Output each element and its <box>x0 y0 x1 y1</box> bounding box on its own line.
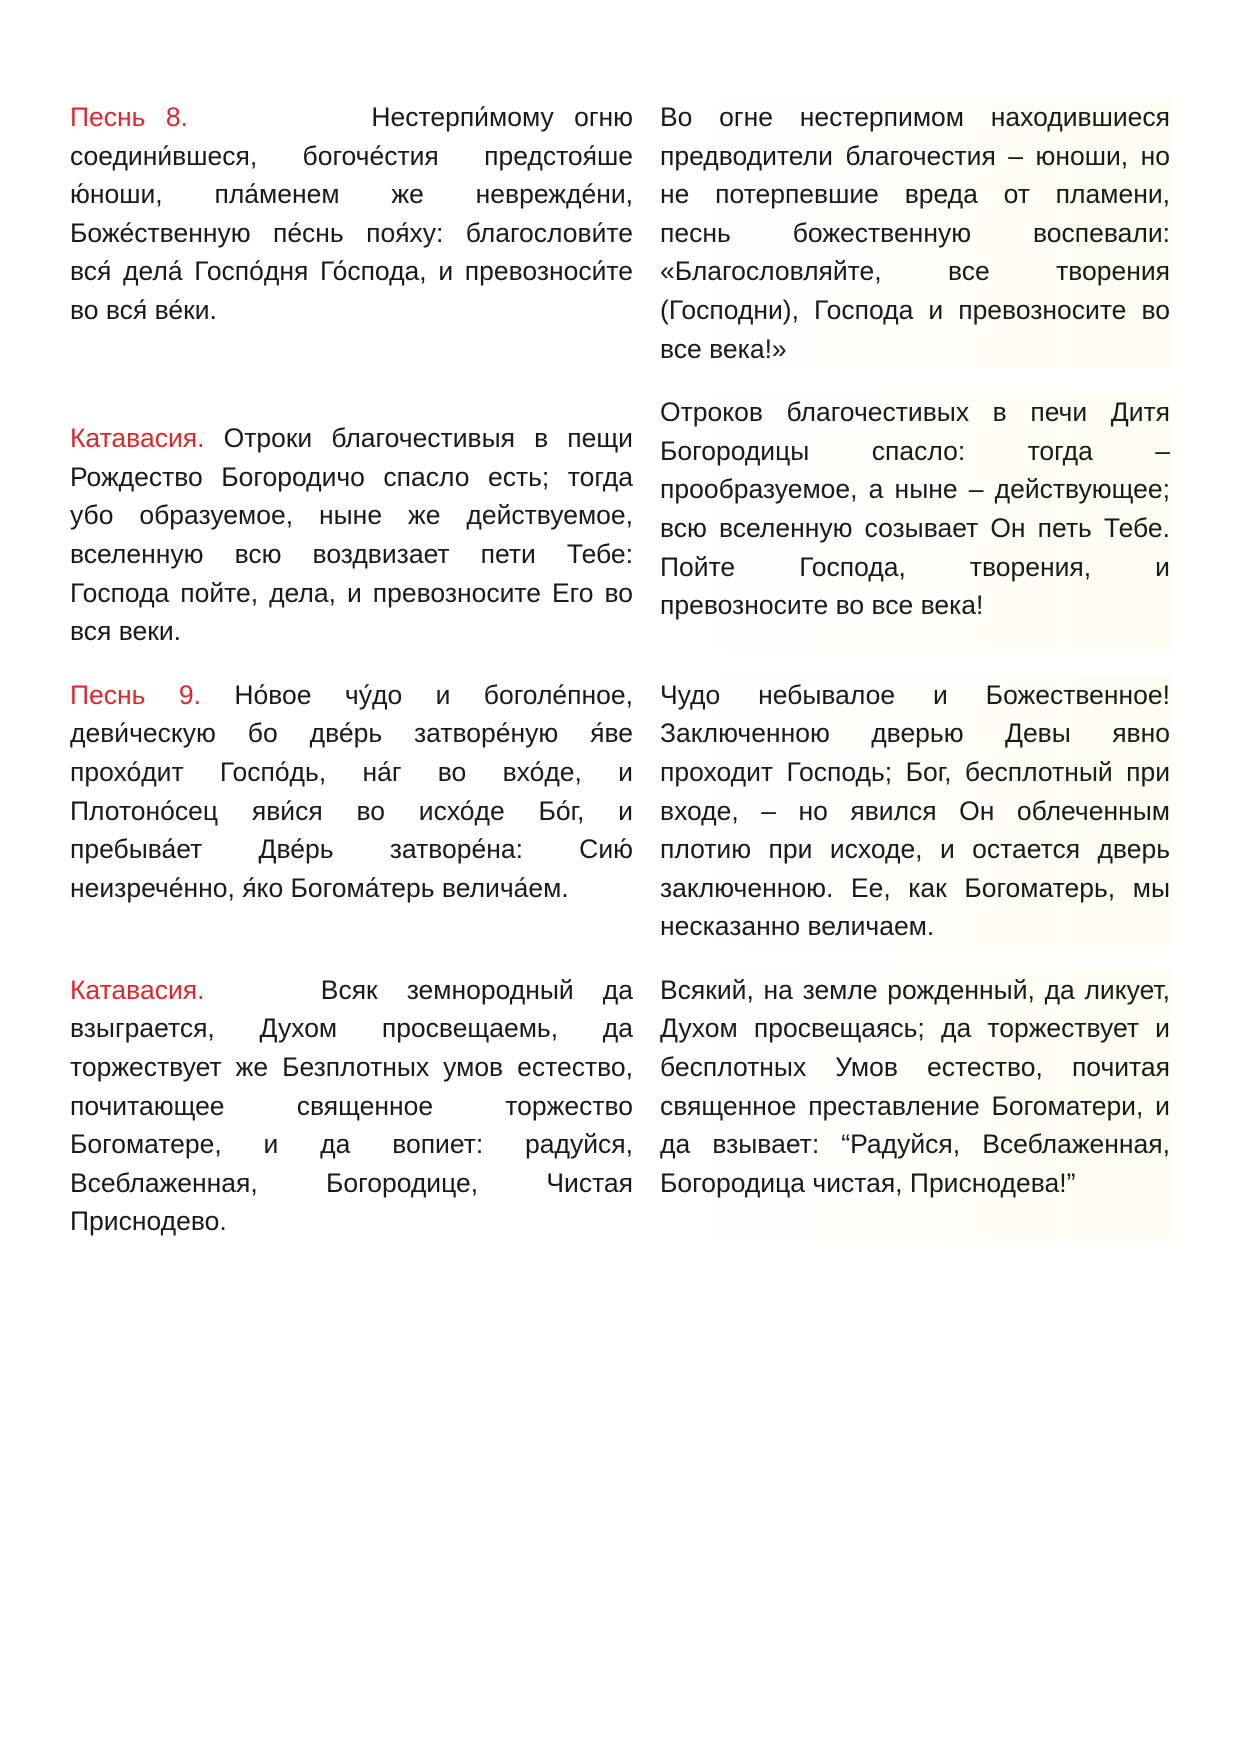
section-label: Песнь 8. <box>70 102 188 132</box>
section-text: Всяк земнородный да взыграется, Духом просвещаемь, да торжествует же Безплотных умов естество, почитающее священное торжество Богоматере, и да вопиет: радуйся, Всеблаженная, Богородице, Чистая Приснодево. <box>70 974 633 1237</box>
section-label: Песнь 9. <box>70 679 201 710</box>
translation-text: Всякий, на земле рожденный, да ликует, Духом просвещаясь; да торжествует и бесплотных Умов естество, почитая священное преставление Богоматери, и да взывает: “Радуйся, Всеблаженная, Богородица чистая, Приснодева!” <box>660 974 1170 1198</box>
russian-translation <box>660 393 1170 651</box>
translation-text: Чудо небывалое и Божественное! Заключенною дверью Девы явно проходит Господь; Бог, бесплотный при входе, – но явился Он облеченным плотию при исходе, и остается дверь заключенною. Ее, как Богоматерь, мы несказанно величаем. <box>660 679 1170 942</box>
russian-translation <box>660 676 1170 946</box>
section-text: Но́вое чу́до и боголе́пное, деви́ческую бо две́рь затворе́ную я́ве прохо́дит Госпо́дь, на́г во вхо́де, и Плотоно́сец яви́ся во исхо́де Бо́г, и пребыва́ет Две́рь затворе́на: Сию́ неизрече́нно, я́ко Богома́терь велича́ем. <box>70 679 633 903</box>
russian-translation <box>660 98 1170 368</box>
section-song-8 <box>70 98 1170 368</box>
section-label: Катавасия. <box>70 974 205 1005</box>
section-text: Нестерпи́мому огню соедини́вшеся, богоче́стия предстоя́ше ю́ноши, пла́менем же невреждéни, Боже́ственную пе́снь поя́ху: благослови́те вся́ дела́ Госпо́дня Го́спода, и превозноси́те во вся́ ве́ки. <box>70 102 634 325</box>
russian-translation <box>660 971 1170 1241</box>
document-page <box>70 98 1170 1241</box>
section-text: Отроки благочестивыя в пещи Рождество Богородичо спасло есть; тогда убо образуемое, ныне же действуемое, вселенную всю воздвизает пети Тебе: Господа пойте, дела, и превозносите Его во вся веки. <box>70 423 633 647</box>
section-katavasia-9 <box>70 971 1170 1241</box>
section-song-9 <box>70 676 1170 946</box>
church-slavonic-text <box>70 98 633 368</box>
church-slavonic-text <box>70 676 633 946</box>
section-label: Катавасия. <box>70 423 205 454</box>
section-katavasia-8 <box>70 393 1170 651</box>
translation-text: Во огне нестерпимом находившиеся предводители благочестия – юноши, но не потерпевшие вреда от пламени, песнь божественную воспевали: «Благословляйте, все творения (Господни), Господа и превозносите во все века!» <box>660 102 1170 364</box>
translation-text: Отроков благочестивых в печи Дитя Богородицы спасло: тогда – прообразуемое, а ныне – действующее; всю вселенную созывает Он петь Тебе. Пойте Господа, творения, и превозносите во все века! <box>660 397 1170 621</box>
church-slavonic-text <box>70 393 633 651</box>
church-slavonic-text <box>70 971 633 1241</box>
